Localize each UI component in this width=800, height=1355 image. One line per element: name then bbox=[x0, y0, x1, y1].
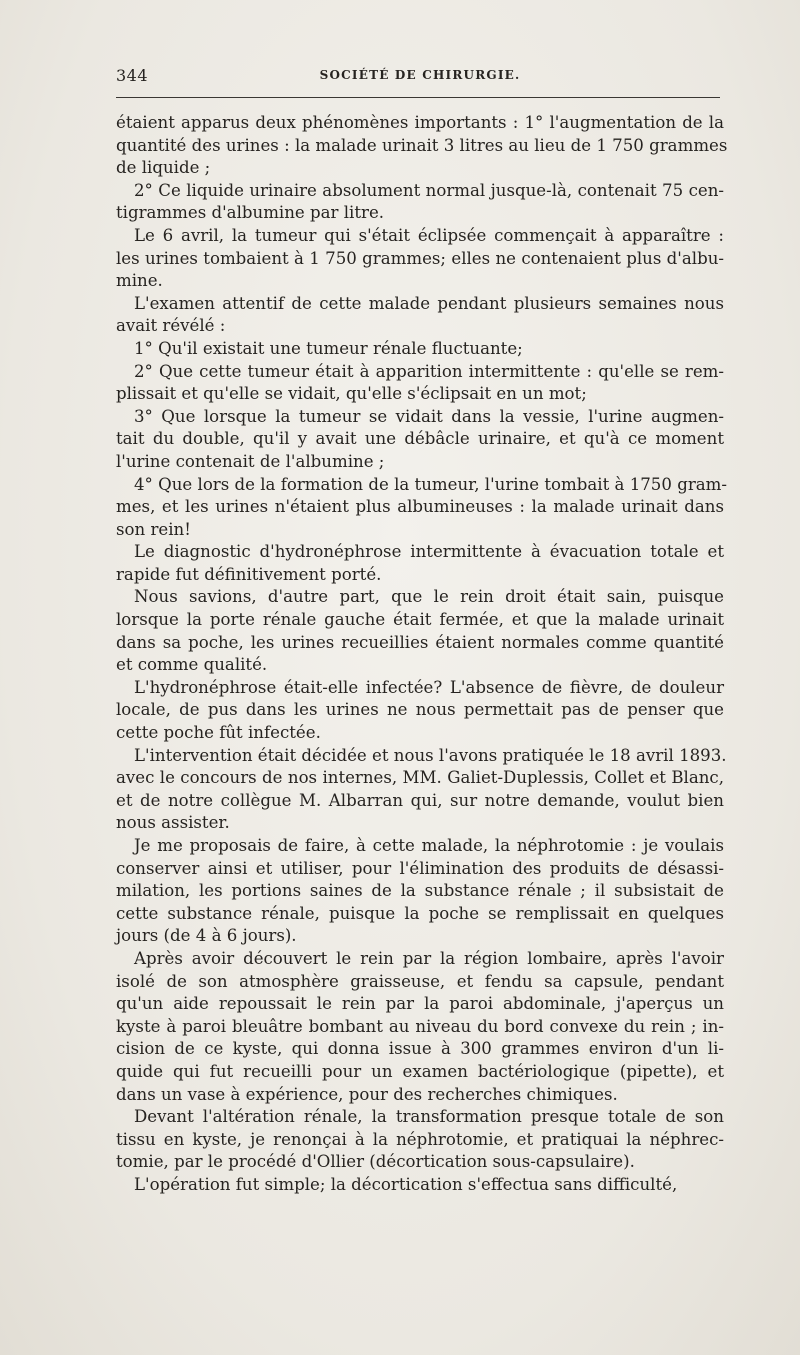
text-line: conserver ainsi et utiliser, pour l'élimination des produits de désassi- bbox=[116, 858, 724, 878]
text-line: cette substance rénale, puisque la poche se remplissait en quelques bbox=[116, 903, 724, 923]
text-line: L'intervention était décidée et nous l'avons pratiquée le 18 avril 1893. bbox=[134, 745, 727, 765]
paragraph bbox=[116, 406, 724, 474]
text-line: l'urine contenait de l'albumine ; bbox=[116, 451, 385, 471]
text-line: Après avoir découvert le rein par la région lombaire, après l'avoir bbox=[134, 948, 724, 968]
text-line: isolé de son atmosphère graisseuse, et fendu sa capsule, pendant bbox=[116, 971, 724, 991]
text-line: les urines tombaient à 1 750 grammes; elles ne contenaient plus d'albu- bbox=[116, 248, 724, 268]
paragraph bbox=[116, 1174, 724, 1197]
body-text bbox=[116, 112, 728, 1197]
paragraph bbox=[116, 586, 724, 676]
header-rule bbox=[116, 97, 720, 98]
text-line: cision de ce kyste, qui donna issue à 300 grammes environ d'un li- bbox=[116, 1039, 724, 1059]
text-line: tait du double, qu'il y avait une débâcle urinaire, et qu'à ce moment bbox=[116, 429, 724, 449]
text-line: tissu en kyste, je renonçai à la néphrotomie, et pratiquai la néphrec- bbox=[116, 1129, 724, 1149]
text-line: L'examen attentif de cette malade pendant plusieurs semaines nous bbox=[134, 293, 724, 313]
text-line: 1° Qu'il existait une tumeur rénale fluctuante; bbox=[134, 338, 523, 358]
text-line: lorsque la porte rénale gauche était fermée, et que la malade urinait bbox=[116, 610, 724, 630]
text-line: mes, et les urines n'étaient plus albumineuses : la malade urinait dans bbox=[116, 497, 724, 517]
paragraph bbox=[116, 1106, 724, 1174]
text-line: Devant l'altération rénale, la transformation presque totale de son bbox=[134, 1107, 724, 1127]
text-line: cette poche fût infectée. bbox=[116, 723, 321, 743]
page-number: 344 bbox=[116, 66, 149, 85]
text-line: avec le concours de nos internes, MM. Galiet-Duplessis, Collet et Blanc, bbox=[116, 768, 724, 788]
text-line: kyste à paroi bleuâtre bombant au niveau du bord convexe du rein ; in- bbox=[116, 1016, 724, 1036]
paragraph bbox=[116, 361, 724, 406]
text-line: L'hydronéphrose était-elle infectée? L'absence de fièvre, de douleur bbox=[134, 677, 724, 697]
paragraph bbox=[116, 745, 727, 835]
text-line: jours (de 4 à 6 jours). bbox=[116, 926, 297, 946]
text-line: tigrammes d'albumine par litre. bbox=[116, 203, 385, 223]
paragraph bbox=[116, 835, 724, 948]
text-line: étaient apparus deux phénomènes importants : 1° l'augmentation de la bbox=[116, 113, 724, 132]
page-header bbox=[116, 66, 724, 88]
text-line: rapide fut définitivement porté. bbox=[116, 564, 382, 584]
paragraph bbox=[116, 338, 724, 361]
text-line: quide qui fut recueilli pour un examen bactériologique (pipette), et bbox=[116, 1061, 724, 1081]
paragraph bbox=[116, 474, 727, 542]
text-line: 2° Que cette tumeur était à apparition intermittente : qu'elle se rem- bbox=[134, 361, 724, 381]
text-line: Je me proposais de faire, à cette malade, la néphrotomie : je voulais bbox=[134, 836, 724, 855]
text-line: 3° Que lorsque la tumeur se vidait dans la vessie, l'urine augmen- bbox=[134, 406, 724, 426]
text-line: et de notre collègue M. Albarran qui, sur notre demande, voulut bien bbox=[116, 790, 724, 810]
text-line: plissait et qu'elle se vidait, qu'elle s'éclipsait en un mot; bbox=[116, 384, 587, 404]
text-line: avait révélé : bbox=[116, 316, 226, 336]
text-line: locale, de pus dans les urines ne nous permettait pas de penser que bbox=[116, 700, 724, 720]
paragraph bbox=[116, 677, 724, 745]
text-line: son rein! bbox=[116, 519, 191, 539]
paragraph bbox=[116, 541, 724, 586]
paragraph bbox=[116, 180, 724, 225]
text-line: qu'un aide repoussait le rein par la paroi abdominale, j'aperçus un bbox=[116, 994, 724, 1014]
text-line: quantité des urines : la malade urinait 3 litres au lieu de 1 750 grammes bbox=[116, 135, 728, 155]
paragraph bbox=[116, 948, 724, 1106]
paragraph bbox=[116, 225, 724, 293]
text-line: 4° Que lors de la formation de la tumeur, l'urine tombait à 1750 gram- bbox=[134, 474, 727, 494]
text-line: Le diagnostic d'hydronéphrose intermittente à évacuation totale et bbox=[134, 542, 724, 562]
text-line: dans un vase à expérience, pour des recherches chimiques. bbox=[116, 1084, 618, 1104]
text-line: 2° Ce liquide urinaire absolument normal jusque-là, contenait 75 cen- bbox=[134, 180, 724, 200]
paragraph bbox=[116, 112, 728, 180]
text-line: et comme qualité. bbox=[116, 655, 268, 675]
text-line: nous assister. bbox=[116, 813, 230, 833]
text-line: tomie, par le procédé d'Ollier (décortication sous-capsulaire). bbox=[116, 1152, 635, 1172]
text-line: mine. bbox=[116, 271, 163, 291]
text-line: Nous savions, d'autre part, que le rein droit était sain, puisque bbox=[134, 587, 724, 607]
text-line: Le 6 avril, la tumeur qui s'était éclipsée commençait à apparaître : bbox=[134, 225, 724, 245]
running-title: SOCIÉTÉ DE CHIRURGIE. bbox=[319, 68, 521, 82]
text-line: dans sa poche, les urines recueillies étaient normales comme quantité bbox=[116, 632, 724, 652]
text-line: de liquide ; bbox=[116, 158, 211, 178]
paragraph bbox=[116, 293, 724, 338]
text-line: milation, les portions saines de la substance rénale ; il subsistait de bbox=[116, 881, 724, 901]
text-line: L'opération fut simple; la décortication s'effectua sans difficulté, bbox=[134, 1174, 678, 1194]
